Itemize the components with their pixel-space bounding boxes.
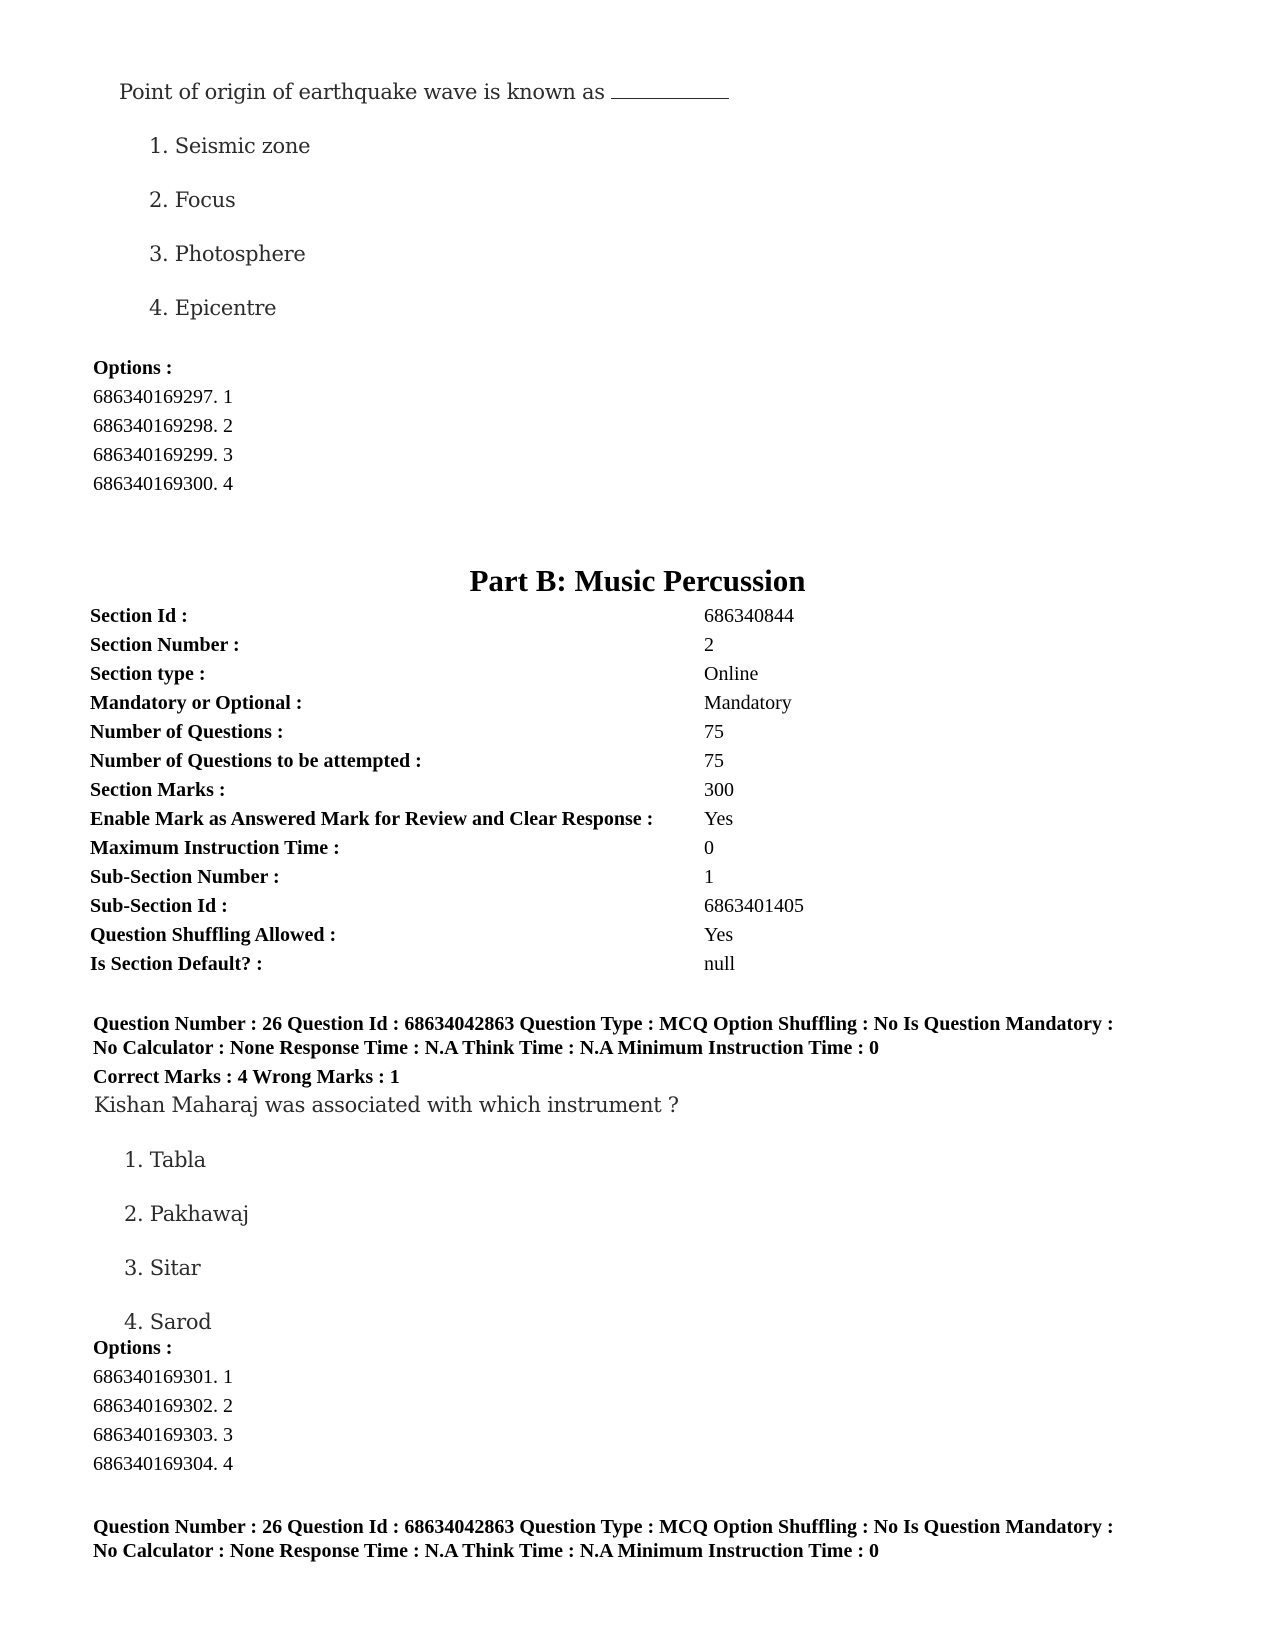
- choice-item: 2. Pakhawaj: [124, 1202, 249, 1226]
- option-id: 686340169300. 4: [93, 473, 233, 495]
- question-text: Kishan Maharaj was associated with which instrument ?: [94, 1093, 679, 1117]
- choice-item: 4. Sarod: [124, 1310, 212, 1334]
- choice-item: 2. Focus: [149, 188, 236, 212]
- section-info-value: Yes: [704, 924, 734, 946]
- section-info-value: Mandatory: [704, 692, 792, 714]
- section-title: Part B: Music Percussion: [469, 563, 806, 598]
- section-info-label: Section Number :: [90, 634, 240, 656]
- section-info-label: Sub-Section Id :: [90, 895, 228, 917]
- option-id: 686340169302. 2: [93, 1395, 233, 1417]
- section-info-label: Section Id :: [90, 605, 188, 627]
- section-info-label: Mandatory or Optional :: [90, 692, 303, 714]
- section-info-value: 0: [704, 837, 714, 859]
- section-info-label: Question Shuffling Allowed :: [90, 924, 337, 946]
- section-info-value: 75: [704, 721, 724, 743]
- option-id: 686340169298. 2: [93, 415, 233, 437]
- question-meta-line: No Calculator : None Response Time : N.A Think Time : N.A Minimum Instruction Time : 0: [93, 1540, 879, 1562]
- option-id: 686340169303. 3: [93, 1424, 233, 1446]
- choice-item: 3. Photosphere: [149, 242, 306, 266]
- question-meta-line: Question Number : 26 Question Id : 68634042863 Question Type : MCQ Option Shuffling : No Is Question Mandatory :: [93, 1516, 1114, 1538]
- section-info-label: Number of Questions to be attempted :: [90, 750, 422, 772]
- section-info-label: Number of Questions :: [90, 721, 284, 743]
- choice-item: 4. Epicentre: [149, 296, 277, 320]
- question-text: [119, 80, 729, 104]
- question-text-content: Point of origin of earthquake wave is known as: [119, 80, 605, 104]
- options-label: Options :: [93, 357, 173, 379]
- answer-blank: [611, 80, 729, 99]
- question-meta-line: Question Number : 26 Question Id : 68634042863 Question Type : MCQ Option Shuffling : No Is Question Mandatory :: [93, 1013, 1114, 1035]
- choice-item: 1. Tabla: [124, 1148, 206, 1172]
- section-info-value: Yes: [704, 808, 734, 830]
- section-info-value: null: [704, 953, 736, 975]
- question-marks: Correct Marks : 4 Wrong Marks : 1: [93, 1066, 400, 1088]
- section-info-value: 75: [704, 750, 724, 772]
- options-label: Options :: [93, 1337, 173, 1359]
- section-info-label: Is Section Default? :: [90, 953, 263, 975]
- section-info-label: Section type :: [90, 663, 206, 685]
- choice-item: 3. Sitar: [124, 1256, 201, 1280]
- option-id: 686340169304. 4: [93, 1453, 233, 1475]
- choice-item: 1. Seismic zone: [149, 134, 311, 158]
- option-id: 686340169299. 3: [93, 444, 233, 466]
- option-id: 686340169301. 1: [93, 1366, 233, 1388]
- section-info-value: 2: [704, 634, 714, 656]
- option-id: 686340169297. 1: [93, 386, 233, 408]
- section-info-value: 686340844: [704, 605, 794, 627]
- section-info-label: Enable Mark as Answered Mark for Review and Clear Response :: [90, 808, 654, 830]
- section-info-value: Online: [704, 663, 759, 685]
- section-info-value: 6863401405: [704, 895, 804, 917]
- section-info-label: Sub-Section Number :: [90, 866, 280, 888]
- section-info-value: 300: [704, 779, 734, 801]
- section-info-label: Maximum Instruction Time :: [90, 837, 340, 859]
- question-meta-line: No Calculator : None Response Time : N.A Think Time : N.A Minimum Instruction Time : 0: [93, 1037, 879, 1059]
- section-info-label: Section Marks :: [90, 779, 226, 801]
- section-info-value: 1: [704, 866, 714, 888]
